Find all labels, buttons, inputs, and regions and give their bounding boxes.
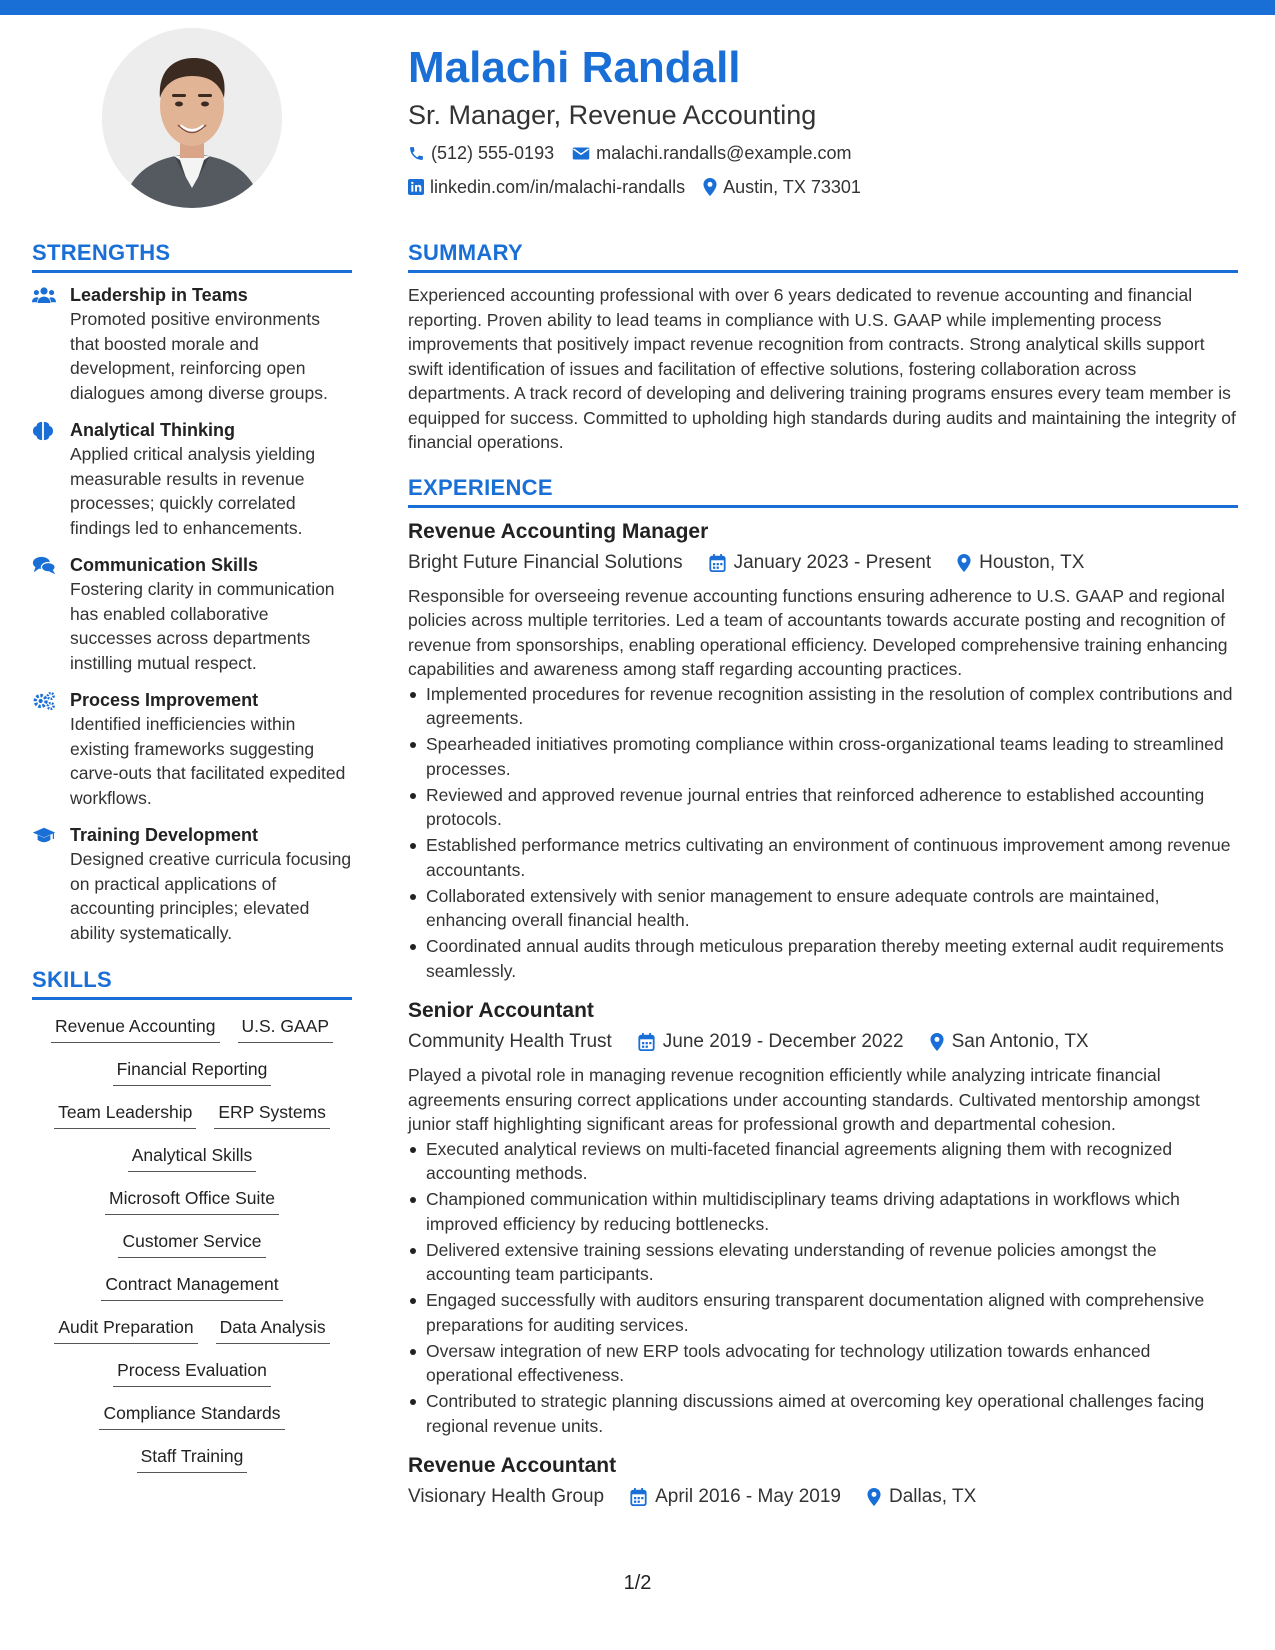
- strength-item: [32, 823, 352, 945]
- job-company: Community Health Trust: [408, 1031, 612, 1052]
- skill-tag: Process Evaluation: [113, 1358, 271, 1387]
- job-entry: [408, 518, 1238, 984]
- skill-tag: U.S. GAAP: [238, 1014, 334, 1043]
- skill-tag: Customer Service: [118, 1229, 265, 1258]
- linkedin-text: linkedin.com/in/malachi-randalls: [430, 176, 686, 197]
- job-dates: [630, 1486, 841, 1508]
- job-bullet: Contributed to strategic planning discussions aimed at overcoming key operational challenges facing regional revenue units.: [408, 1389, 1238, 1438]
- contact-linkedin[interactable]: [408, 177, 685, 198]
- left-column: [32, 240, 352, 1473]
- skill-tag: ERP Systems: [214, 1100, 330, 1129]
- skill-tag: Compliance Standards: [99, 1401, 284, 1430]
- summary-heading: SUMMARY: [408, 240, 1238, 273]
- job-bullet: Executed analytical reviews on multi-faceted financial agreements aligning them with recognized accounting methods.: [408, 1137, 1238, 1186]
- job-bullet: Engaged successfully with auditors ensuring transparent documentation aligned with comprehensive preparations for auditing services.: [408, 1288, 1238, 1337]
- map-pin-icon: [930, 1033, 944, 1051]
- job-meta: [408, 1484, 1238, 1510]
- strengths-heading: STRENGTHS: [32, 240, 352, 273]
- resume-header: [408, 40, 1238, 200]
- job-bullet: Oversaw integration of new ERP tools advocating for technology utilization towards enhanced operational effectiveness.: [408, 1339, 1238, 1388]
- job-title: Senior Accountant: [408, 999, 594, 1022]
- job-bullets: [408, 1137, 1238, 1439]
- job-dates-text: January 2023 - Present: [733, 551, 932, 573]
- calendar-icon: [630, 1488, 647, 1506]
- skills-row: [137, 1444, 248, 1473]
- job-company: Bright Future Financial Solutions: [408, 551, 683, 573]
- job-bullet: Collaborated extensively with senior management to ensure adequate controls are maintained, enhancing overall financial health.: [408, 884, 1238, 933]
- contact-location: [703, 177, 861, 198]
- brain-icon: [32, 421, 54, 441]
- strength-description: Promoted positive environments that boosted morale and development, reinforcing open dialogues among diverse groups.: [70, 309, 328, 403]
- strength-title: Process Improvement: [70, 690, 259, 710]
- skill-tag: Microsoft Office Suite: [105, 1186, 279, 1215]
- phone-text: (512) 555-0193: [431, 142, 555, 163]
- job-bullets: [408, 682, 1238, 984]
- job-title: Revenue Accountant: [408, 1454, 617, 1477]
- strength-title: Leadership in Teams: [70, 285, 248, 305]
- job-dates-text: April 2016 - May 2019: [655, 1486, 841, 1507]
- skill-tag: Data Analysis: [216, 1315, 330, 1344]
- job-dates: [709, 552, 932, 574]
- job-location: [867, 1486, 976, 1508]
- job-bullet: Implemented procedures for revenue recognition assisting in the resolution of complex contributions and agreements.: [408, 682, 1238, 731]
- job-dates-text: June 2019 - December 2022: [662, 1031, 904, 1052]
- top-accent-bar: [0, 0, 1275, 15]
- email-text: malachi.randalls@example.com: [596, 142, 852, 163]
- skills-list: [32, 1010, 352, 1473]
- strength-title: Communication Skills: [70, 555, 259, 575]
- skill-tag: Revenue Accounting: [51, 1014, 220, 1043]
- skills-row: [54, 1100, 330, 1129]
- contact-email[interactable]: [572, 143, 851, 164]
- strength-item: [32, 553, 352, 675]
- skills-row: [101, 1272, 282, 1301]
- job-bullet: Reviewed and approved revenue journal entries that reinforced adherence to established accounting protocols.: [408, 783, 1238, 832]
- strength-description: Designed creative curricula focusing on practical applications of accounting principles; elevated ability systematically.: [70, 849, 352, 943]
- strength-description: Identified inefficiencies within existing frameworks suggesting carve-outs that facilitated expedited workflows.: [70, 714, 346, 808]
- linkedin-icon: [408, 179, 424, 195]
- strength-item: [32, 283, 352, 405]
- strength-title: Training Development: [70, 825, 259, 845]
- phone-icon: [408, 145, 425, 162]
- job-meta: [408, 1029, 1238, 1055]
- skills-row: [113, 1358, 271, 1387]
- calendar-icon: [709, 554, 726, 572]
- contact-row-2: [408, 174, 1238, 200]
- users-icon: [32, 286, 56, 304]
- skills-row: [99, 1401, 284, 1430]
- strength-title: Analytical Thinking: [70, 420, 236, 440]
- strength-description: Applied critical analysis yielding measurable results in revenue processes; quickly correlated findings led to enhancements.: [70, 444, 316, 538]
- job-bullet: Championed communication within multidisciplinary teams driving adaptations in workflows which improved efficiency by reducing bottlenecks.: [408, 1187, 1238, 1236]
- job-location-text: Dallas, TX: [888, 1486, 977, 1507]
- skills-row: [105, 1186, 279, 1215]
- candidate-name: Malachi Randall: [408, 43, 741, 92]
- comments-icon: [32, 556, 56, 575]
- job-meta: [408, 550, 1238, 576]
- right-column: [408, 240, 1238, 1524]
- contact-phone: [408, 143, 554, 164]
- job-bullet: Delivered extensive training sessions elevating understanding of revenue policies amongst the accounting team participants.: [408, 1238, 1238, 1287]
- skill-tag: Audit Preparation: [54, 1315, 197, 1344]
- page-number: 1/2: [623, 1572, 652, 1594]
- contact-row-1: [408, 140, 1238, 166]
- cogs-icon: [32, 691, 56, 711]
- job-bullet: Coordinated annual audits through meticulous preparation thereby meeting external audit requirements seamlessly.: [408, 934, 1238, 983]
- strength-description: Fostering clarity in communication has enabled collaborative successes across departments instilling mutual respect.: [70, 579, 335, 673]
- skills-row: [51, 1014, 333, 1043]
- location-text: Austin, TX 73301: [723, 176, 861, 197]
- map-pin-icon: [867, 1488, 881, 1506]
- job-location: [957, 552, 1084, 574]
- job-location-text: Houston, TX: [979, 551, 1085, 573]
- skills-row: [118, 1229, 265, 1258]
- skill-tag: Analytical Skills: [128, 1143, 257, 1172]
- job-entry: [408, 997, 1238, 1438]
- skills-row: [113, 1057, 272, 1086]
- job-location-text: San Antonio, TX: [951, 1031, 1089, 1052]
- skills-row: [54, 1315, 329, 1344]
- map-pin-icon: [957, 554, 971, 572]
- skill-tag: Contract Management: [101, 1272, 282, 1301]
- candidate-title: Sr. Manager, Revenue Accounting: [408, 100, 817, 130]
- strength-item: [32, 418, 352, 540]
- graduation-cap-icon: [32, 826, 56, 844]
- job-location: [930, 1031, 1089, 1053]
- job-description: Responsible for overseeing revenue accounting functions ensuring adherence to U.S. GAAP and regional policies across multiple territories. Led a team of accountants towards accurate posting and recognition of revenue from sponsorships, enabling operational efficiency. Developed comprehensive training enhancing capabilities and awareness among staff regarding accounting practices.: [408, 585, 1228, 679]
- job-title: Revenue Accounting Manager: [408, 519, 709, 543]
- job-entry: [408, 1452, 1238, 1510]
- job-description: Played a pivotal role in managing revenue recognition efficiently while analyzing intricate financial agreements ensuring correct applications under accounting standards. Cultivated mentorship amongst junior staff highlighting significant areas for professional growth and departmental cohesion.: [408, 1065, 1200, 1134]
- skill-tag: Staff Training: [137, 1444, 248, 1473]
- skill-tag: Financial Reporting: [113, 1057, 272, 1086]
- avatar-illustration: [102, 28, 282, 208]
- summary-text: Experienced accounting professional with over 6 years dedicated to revenue accounting and financial reporting. Proven ability to lead teams in compliance with U.S. GAAP while implementing process improvements that positively impact revenue recognition from contracts. Strong analytical skills support swift identification of issues and facilitation of effective solutions, fostering collaboration across departments. A track record of developing and delivering training programs ensures every team member is equipped for success. Committed to upholding high standards during audits and maintaining the integrity of financial operations.: [408, 285, 1236, 452]
- job-bullet: Spearheaded initiatives promoting compliance within cross-organizational teams leading to streamlined processes.: [408, 732, 1238, 781]
- calendar-icon: [638, 1033, 655, 1051]
- strength-item: [32, 688, 352, 810]
- job-dates: [638, 1031, 904, 1053]
- profile-photo: [102, 28, 282, 208]
- skills-row: [128, 1143, 257, 1172]
- job-bullet: Established performance metrics cultivating an environment of continuous improvement among revenue accountants.: [408, 833, 1238, 882]
- skills-heading: SKILLS: [32, 967, 352, 1000]
- experience-heading: EXPERIENCE: [408, 475, 1238, 508]
- skill-tag: Team Leadership: [54, 1100, 196, 1129]
- envelope-icon: [572, 146, 590, 161]
- map-pin-icon: [703, 178, 717, 196]
- job-company: Visionary Health Group: [408, 1486, 605, 1507]
